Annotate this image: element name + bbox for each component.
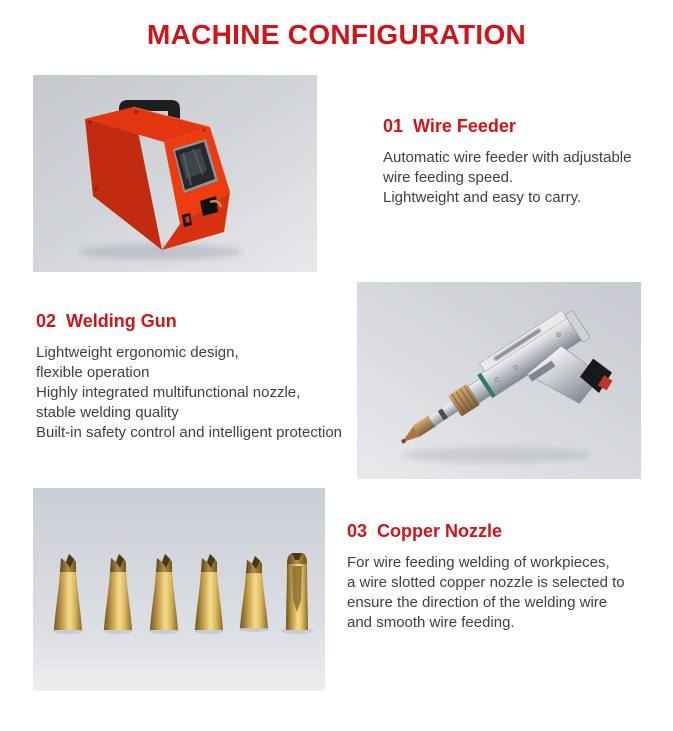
description-line: Lightweight and easy to carry.	[383, 189, 582, 206]
section-description	[36, 343, 342, 443]
description-line: Built-in safety control and intelligent protection	[36, 424, 343, 441]
description-line: wire feeding speed.	[383, 169, 514, 186]
welding-gun-image	[357, 282, 641, 479]
section-number: 02	[36, 311, 57, 331]
description-line: Highly integrated multifunctional nozzle,	[36, 384, 301, 401]
section-copper-nozzle	[347, 521, 625, 633]
section-heading	[347, 521, 625, 542]
section-description	[347, 553, 625, 633]
description-line: flexible operation	[36, 364, 150, 381]
section-description	[383, 148, 631, 208]
section-number: 03	[347, 521, 368, 541]
description-line: stable welding quality	[36, 404, 179, 421]
section-number: 01	[383, 116, 404, 136]
description-line: ensure the direction of the welding wire	[347, 594, 608, 611]
section-name: Welding Gun	[66, 311, 177, 331]
copper-nozzles-image	[33, 488, 325, 691]
description-line: Automatic wire feeder with adjustable	[383, 149, 632, 166]
wire-feeder-image	[33, 75, 317, 272]
page-title: MACHINE CONFIGURATION	[146, 19, 527, 50]
section-heading	[383, 116, 631, 137]
description-line: For wire feeding welding of workpieces,	[347, 554, 610, 571]
section-heading	[36, 311, 342, 332]
section-name: Wire Feeder	[413, 116, 516, 136]
section-welding-gun	[36, 311, 342, 443]
description-line: and smooth wire feeding.	[347, 614, 515, 631]
section-name: Copper Nozzle	[377, 521, 503, 541]
section-wire-feeder	[383, 116, 631, 208]
description-line: a wire slotted copper nozzle is selected to	[347, 574, 625, 591]
description-line: Lightweight ergonomic design,	[36, 344, 239, 361]
